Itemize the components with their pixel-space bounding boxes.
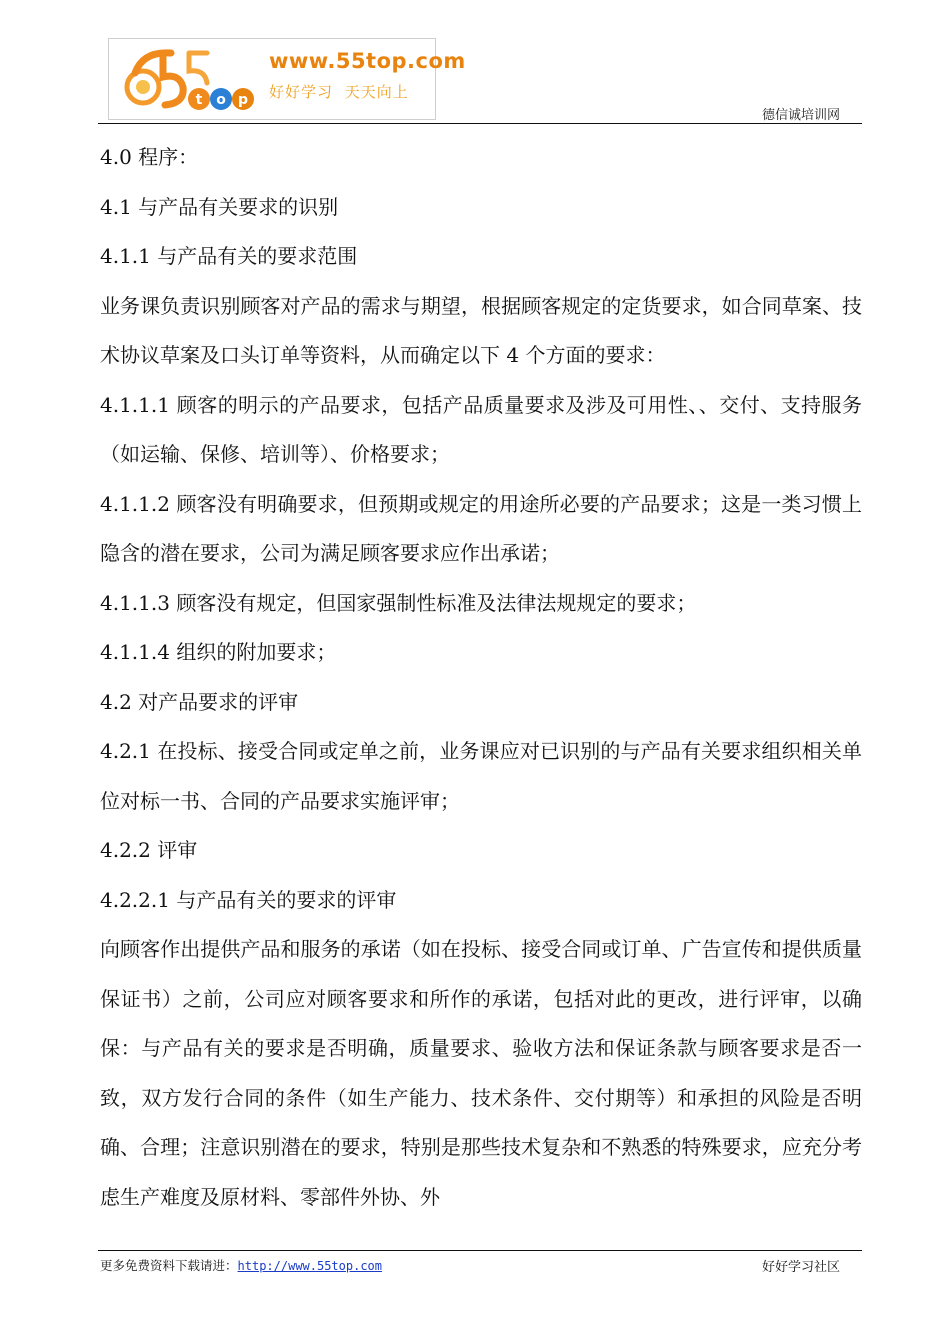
footer-link[interactable]: http://www.55top.com	[237, 1259, 383, 1273]
body-paragraph: 向顾客作出提供产品和服务的承诺（如在投标、接受合同或订单、广告宣传和提供质量保证书）之前，公司应对顾客要求和所作的承诺，包括对此的更改，进行评审，以确保：与产品有关的要求是否明确，质量要求、验收方法和保证条款与顾客要求是否一致，双方发行合同的条件（如生产能力、技术条件、交付期等）和承担的风险是否明确、合理；注意识别潜在的要求，特别是那些技术复杂和不熟悉的特殊要求，应充分考虑生产难度及原材料、零部件外协、外	[100, 937, 862, 1209]
header-site-name: 德信诚培训网	[761, 108, 840, 123]
footer-left	[100, 1256, 382, 1274]
document-body	[100, 133, 862, 1222]
svg-text:o: o	[216, 92, 226, 108]
body-paragraph: 4.1.1.3 顾客没有规定，但国家强制性标准及法律法规规定的要求；	[100, 590, 697, 615]
header-divider	[98, 123, 862, 124]
section-heading: 4.2.2 评审	[100, 838, 198, 862]
logo-url-text: www.55top.com	[269, 49, 466, 73]
svg-text:t: t	[195, 92, 203, 108]
svg-text:p: p	[237, 92, 249, 108]
footer-divider	[98, 1250, 862, 1251]
section-heading: 4.2 对产品要求的评审	[100, 689, 299, 714]
body-paragraph: 4.2.1 在投标、接受合同或定单之前，业务课应对已识别的与产品有关要求组织相关单位对标一书、合同的产品要求实施评审；	[100, 739, 862, 813]
55top-logo-icon	[113, 43, 261, 117]
section-heading: 4.1.1 与产品有关的要求范围	[100, 244, 358, 268]
body-paragraph: 业务课负责识别顾客对产品的需求与期望，根据顾客规定的定货要求，如合同草案、技术协议草案及口头订单等资料，从而确定以下 4 个方面的要求：	[100, 293, 862, 367]
body-paragraph: 4.1.1.4 组织的附加要求；	[100, 640, 337, 664]
site-logo[interactable]	[108, 38, 466, 120]
footer-download-text: 更多免费资料下载请进：	[100, 1258, 238, 1273]
body-paragraph: 4.1.1.1 顾客的明示的产品要求，包括产品质量要求及涉及可用性、、交付、支持服务（如运输、保修、培训等）、价格要求；	[100, 392, 862, 466]
section-heading: 4.0 程序：	[100, 145, 199, 169]
section-heading: 4.2.2.1 与产品有关的要求的评审	[100, 887, 397, 912]
body-paragraph: 4.1.1.2 顾客没有明确要求，但预期或规定的用途所必要的产品要求；这是一类习惯上隐含的潜在要求，公司为满足顾客要求应作出承诺；	[100, 491, 862, 565]
logo-slogan: 好好学习 天天向上	[269, 83, 409, 101]
footer-community-text: 好好学习社区	[761, 1260, 840, 1275]
section-heading: 4.1 与产品有关要求的识别	[100, 194, 339, 219]
